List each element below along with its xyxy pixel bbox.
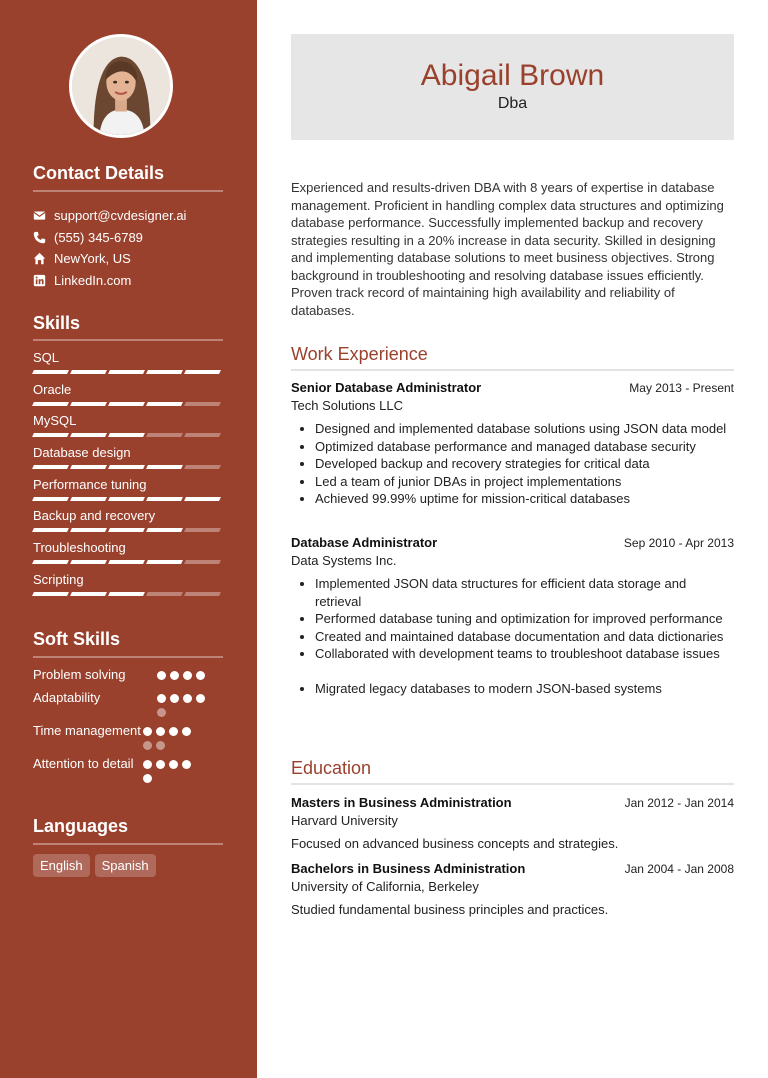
skill-level-segment: [32, 433, 69, 437]
degree-title: Bachelors in Business Administration: [291, 861, 526, 876]
work-heading: Work Experience: [291, 344, 428, 364]
bullet-item: • Created and maintained database documentation and data dictionaries: [315, 628, 734, 646]
rating-dot: [170, 671, 179, 680]
rating-dot: [156, 760, 165, 769]
education-dates: Jan 2012 - Jan 2014: [624, 796, 734, 810]
skill-item: [33, 571, 223, 603]
rating-dot: [169, 727, 178, 736]
skills-heading: Skills: [33, 313, 81, 333]
skill-name: Troubleshooting: [33, 540, 126, 556]
rating-dot: [183, 671, 192, 680]
contact-phone[interactable]: [33, 227, 243, 249]
skill-item: [33, 349, 223, 381]
bullet-item: • Collaborated with development teams to troubleshoot database issues: [315, 645, 734, 663]
skill-level-segment: [108, 465, 145, 469]
contact-email[interactable]: [33, 205, 243, 227]
education-entry: [291, 794, 734, 853]
education-heading: Education: [291, 758, 372, 778]
bullet-item: • Optimized database performance and managed database security: [315, 438, 734, 456]
rating-dot: [182, 727, 191, 736]
soft-skill-rating: [157, 689, 217, 717]
rating-dot: [143, 760, 152, 769]
skill-level-bar: [33, 433, 223, 437]
skill-level-bar: [33, 560, 223, 564]
soft-skill-item: [33, 755, 223, 783]
skill-name: Database design: [33, 445, 131, 461]
skill-level-segment: [146, 497, 183, 501]
languages-list: [33, 854, 156, 877]
skill-level-bar: [33, 528, 223, 532]
job-dates: Sep 2010 - Apr 2013: [623, 536, 734, 550]
contact-location: [33, 248, 243, 270]
bullet-item: • Performed database tuning and optimization for improved performance: [315, 610, 734, 628]
skill-level-segment: [108, 370, 145, 374]
languages-heading: Languages: [33, 816, 129, 836]
rating-dot: [170, 694, 179, 703]
skill-level-segment: [146, 465, 183, 469]
skill-level-segment: [70, 433, 107, 437]
skill-level-bar: [33, 592, 223, 596]
job-dates: May 2013 - Present: [629, 381, 734, 395]
skill-name: Scripting: [33, 571, 84, 587]
rating-dot: [169, 760, 178, 769]
rating-dot: [157, 694, 166, 703]
soft-skill-name: Problem solving: [33, 667, 126, 682]
linkedin-icon: [33, 274, 46, 287]
skill-level-segment: [70, 402, 107, 406]
education-rule: [291, 783, 734, 785]
profile-photo: [72, 37, 170, 135]
rating-dot: [143, 727, 152, 736]
contact-list: [33, 205, 243, 291]
candidate-name: Abigail Brown: [420, 59, 605, 92]
skill-level-segment: [184, 528, 221, 532]
language-chip: Spanish: [95, 854, 156, 877]
soft-skill-name: Time management: [33, 723, 141, 738]
skill-level-segment: [108, 560, 145, 564]
skill-name: SQL: [33, 350, 60, 365]
skill-level-bar: [33, 497, 223, 501]
job-title: Database Administrator: [291, 535, 438, 550]
education-dates: Jan 2004 - Jan 2008: [624, 862, 734, 876]
skills-rule: [33, 339, 223, 341]
skill-level-segment: [184, 433, 221, 437]
skill-level-segment: [184, 592, 221, 596]
soft-skills-heading: Soft Skills: [33, 629, 121, 649]
rating-dot: [156, 727, 165, 736]
language-chip: English: [33, 854, 90, 877]
languages-rule: [33, 843, 223, 845]
skill-level-segment: [32, 528, 69, 532]
rating-dot: [143, 774, 152, 783]
school-name: University of California, Berkeley: [291, 879, 479, 894]
skill-level-segment: [184, 370, 221, 374]
bullet-item: • Developed backup and recovery strategies for critical data: [315, 455, 734, 473]
skill-item: [33, 444, 223, 476]
skill-level-segment: [70, 592, 107, 596]
soft-skill-rating: [157, 666, 217, 684]
soft-skill-item: [33, 666, 223, 684]
skill-level-segment: [146, 433, 183, 437]
skill-item: [33, 507, 223, 539]
skill-name: Performance tuning: [33, 476, 147, 492]
rating-dot: [183, 694, 192, 703]
skill-item: [33, 476, 223, 508]
contact-heading: Contact Details: [33, 163, 165, 183]
soft-skills-list: [33, 666, 223, 788]
contact-location-text: NewYork, US: [54, 251, 131, 267]
candidate-title: Dba: [497, 95, 528, 112]
skill-level-segment: [146, 592, 183, 596]
profile-summary: Experienced and results-driven DBA with 8 years of expertise in database management. Proficient in handling complex data structures and optimizing database performance. Successfully implemented backup and recovery strategies resulting in a 20% increase in data security. Skilled in designing and implementing database solutions to meet business objectives. Strong background in troubleshooting and resolving database issues efficiently. Proven track record of maintaining high availability and reliability of databases.: [291, 180, 724, 318]
skill-level-segment: [32, 370, 69, 374]
skill-level-segment: [108, 433, 145, 437]
contact-linkedin-text: LinkedIn.com: [54, 272, 132, 288]
skill-level-segment: [70, 528, 107, 532]
skill-level-bar: [33, 370, 223, 374]
skill-level-segment: [146, 370, 183, 374]
soft-skill-rating: [143, 755, 203, 783]
skill-level-segment: [108, 497, 145, 501]
skill-level-segment: [32, 592, 69, 596]
job-bullets: [291, 575, 734, 697]
skill-level-segment: [32, 497, 69, 501]
job-company: Tech Solutions LLC: [291, 398, 404, 413]
contact-email-text: support@cvdesigner.ai: [54, 208, 187, 224]
skill-level-segment: [108, 528, 145, 532]
skill-level-segment: [146, 402, 183, 406]
education-description: Studied fundamental business principles and practices.: [291, 902, 609, 917]
bullet-item: • Designed and implemented database solutions using JSON data model: [315, 420, 734, 438]
phone-icon: [33, 231, 46, 244]
rating-dot: [196, 694, 205, 703]
rating-dot: [156, 741, 165, 750]
skill-level-segment: [32, 402, 69, 406]
contact-rule: [33, 190, 223, 192]
skill-name: Backup and recovery: [33, 508, 156, 524]
contact-phone-text: (555) 345-6789: [54, 229, 143, 245]
name-header: [291, 34, 734, 140]
skill-level-segment: [108, 592, 145, 596]
soft-skill-name: Adaptability: [33, 690, 101, 705]
skill-level-segment: [146, 560, 183, 564]
skill-name: Oracle: [33, 381, 72, 397]
skill-level-segment: [32, 465, 69, 469]
envelope-icon: [33, 209, 46, 222]
skill-level-segment: [70, 465, 107, 469]
skill-level-segment: [32, 560, 69, 564]
skill-level-bar: [33, 402, 223, 406]
soft-skills-rule: [33, 656, 223, 658]
bullet-item: • Led a team of junior DBAs in project implementations: [315, 473, 734, 491]
skill-level-segment: [70, 370, 107, 374]
soft-skill-rating: [143, 722, 203, 750]
skill-level-segment: [146, 528, 183, 532]
avatar: [69, 34, 173, 138]
job-entry: [291, 534, 734, 697]
skill-level-bar: [33, 465, 223, 469]
bullet-item: • Implemented JSON data structures for efficient data storage and retrieval: [315, 575, 734, 610]
bullet-item: • Migrated legacy databases to modern JSON-based systems: [315, 680, 734, 698]
job-company: Data Systems Inc.: [291, 553, 397, 568]
skill-level-segment: [108, 402, 145, 406]
skill-level-segment: [70, 497, 107, 501]
school-name: Harvard University: [291, 813, 398, 828]
skill-level-segment: [184, 465, 221, 469]
job-bullets: [291, 420, 734, 508]
job-title: Senior Database Administrator: [291, 380, 482, 395]
education-description: Focused on advanced business concepts and strategies.: [291, 836, 619, 851]
home-icon: [33, 252, 46, 265]
skill-level-segment: [70, 560, 107, 564]
skill-level-segment: [184, 560, 221, 564]
rating-dot: [196, 671, 205, 680]
skill-level-segment: [184, 402, 221, 406]
soft-skill-name: Attention to detail: [33, 756, 134, 771]
education-entry: [291, 860, 734, 919]
skill-item: [33, 539, 223, 571]
skill-name: MySQL: [33, 413, 77, 429]
sidebar: [0, 0, 257, 1078]
contact-linkedin[interactable]: [33, 270, 243, 292]
rating-dot: [157, 708, 166, 717]
skill-item: [33, 381, 223, 413]
rating-dot: [157, 671, 166, 680]
rating-dot: [182, 760, 191, 769]
work-rule: [291, 369, 734, 371]
degree-title: Masters in Business Administration: [291, 795, 512, 810]
skill-level-segment: [184, 497, 221, 501]
job-entry: [291, 379, 734, 508]
soft-skill-item: [33, 689, 223, 717]
soft-skill-item: [33, 722, 223, 750]
bullet-item: • Achieved 99.99% uptime for mission-critical databases: [315, 490, 734, 508]
rating-dot: [143, 741, 152, 750]
skill-item: [33, 412, 223, 444]
skills-list: [33, 349, 223, 603]
